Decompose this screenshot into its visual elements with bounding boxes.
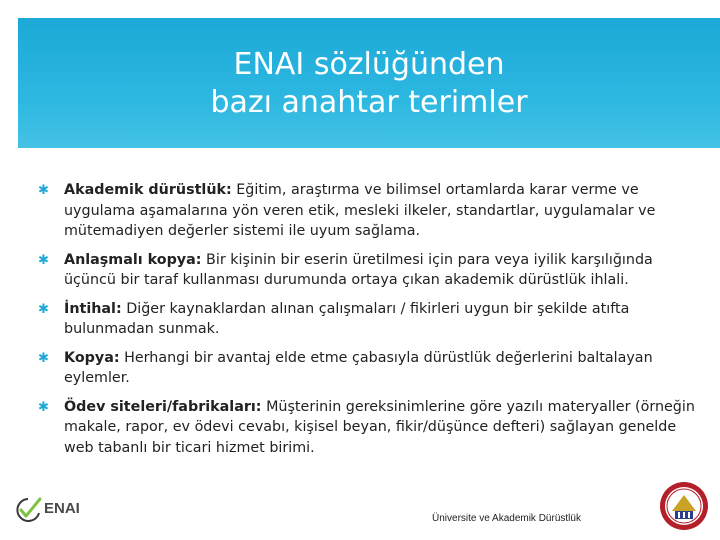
bullet-term: Anlaşmalı kopya: [64,251,202,268]
university-seal-icon [659,481,709,531]
logo-text: ENAI [44,500,80,517]
bullet-term: Ödev siteleri/fabrikaları: [64,398,262,415]
bullet-item [38,250,698,291]
bullet-item [38,180,698,242]
title-line-1: ENAI sözlüğünden [233,47,505,82]
bullet-item [38,348,698,389]
bullet-text: Eğitim, araştırma ve bilimsel ortamlarda karar verme ve uygulama aşamalarına yön veren etik, mesleki ilkeler, standartlar, uygulamalar ve mütemadiyen değerler sistemi ile uyum sağlama. [64,182,656,239]
bullet-list [38,180,698,466]
bullet-term: Akademik dürüstlük: [64,182,232,198]
asterisk-icon: ✱ [38,350,49,366]
bullet-text: Müşterinin gereksinimlerine göre yazılı materyaller (örneğin makale, rapor, ev ödevi cevabı, kişisel beyan, fikir/düşünce defteri) sağlayan genelde web tabanlı bir ticari hizmet birimi. [64,398,695,456]
asterisk-icon: ✱ [38,399,49,415]
asterisk-icon: ✱ [38,301,49,317]
bullet-text: Bir kişinin bir eserin üretilmesi için para veya iyilik karşılığında üçüncü bir taraf kullanması durumunda ortaya çıkan akademik dürüstlük ihlali. [64,251,653,288]
slide-title [18,46,720,122]
bullet-text: Herhangi bir avantaj elde etme çabasıyla dürüstlük değerlerini baltalayan eylemler. [64,349,653,386]
bullet-item [38,299,698,340]
asterisk-icon: ✱ [38,252,49,268]
bullet-text: Diğer kaynaklardan alınan çalışmaları / fikirleri uygun bir şekilde atıfta bulunmadan sunmak. [64,300,630,337]
bullet-term: Kopya: [64,349,120,366]
bullet-item [38,397,698,459]
asterisk-icon: ✱ [38,183,49,198]
footer-text: Üniversite ve Akademik Dürüstlük [432,513,581,524]
bullet-term: İntihal: [64,300,122,317]
title-line-2: bazı anahtar terimler [210,85,528,120]
